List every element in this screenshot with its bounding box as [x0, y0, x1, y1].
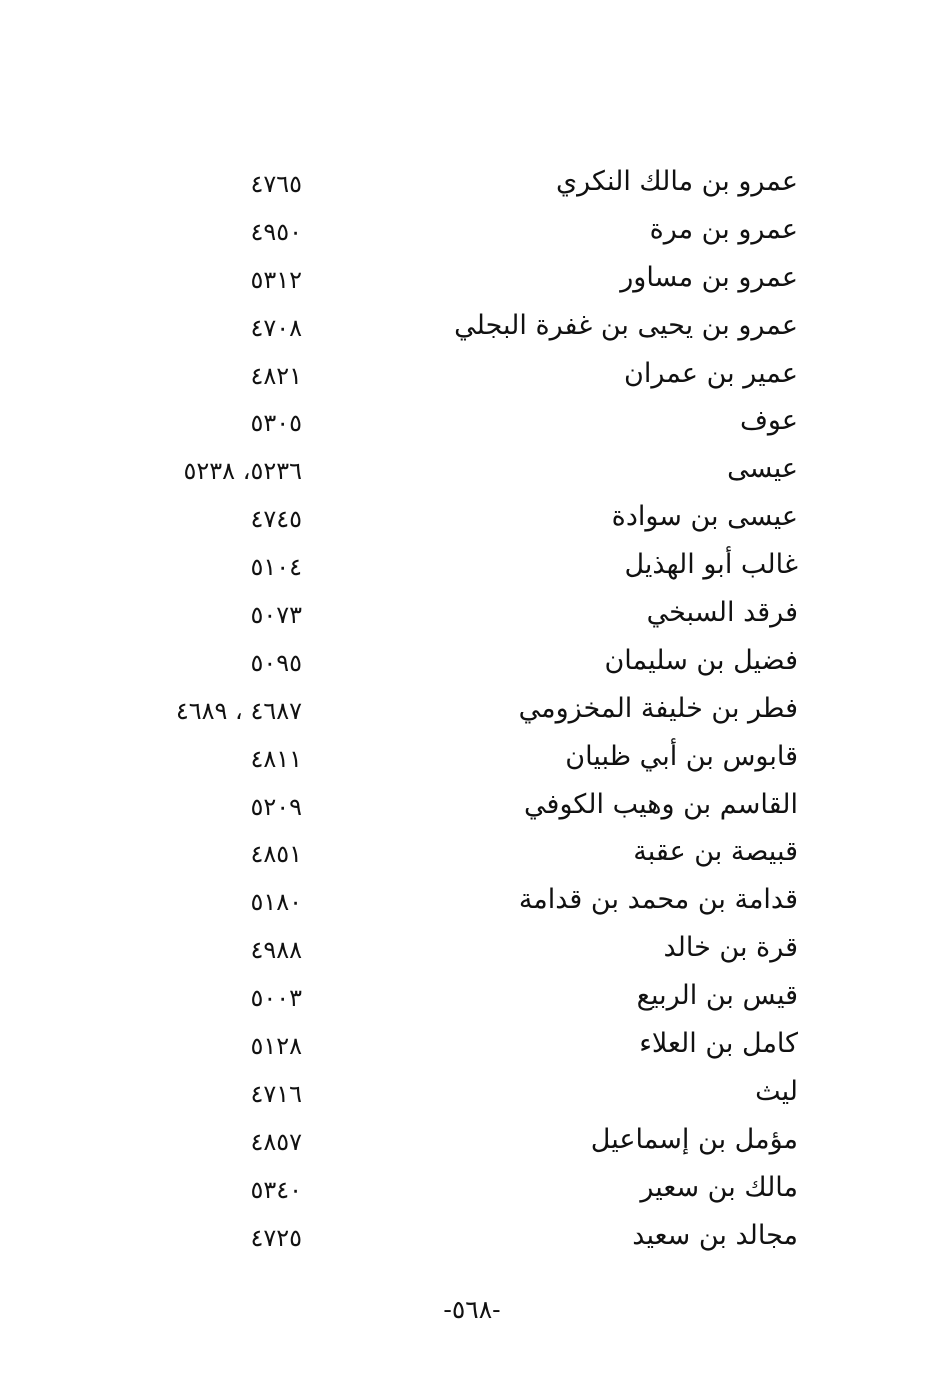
- narrator-name: قرة بن خالد: [663, 932, 798, 964]
- hadith-numbers: ٥٢٣٦، ٥٢٣٨: [183, 457, 302, 486]
- hadith-numbers: ٤٧٤٥: [250, 505, 302, 534]
- narrator-name: عمرو بن مالك النكري: [556, 166, 798, 197]
- index-entry: [100, 493, 820, 541]
- index-entry: [100, 733, 820, 781]
- page-number: -٥٦٨-: [443, 1295, 501, 1324]
- hadith-numbers: ٤٧٢٥: [250, 1223, 302, 1252]
- hadith-numbers: ٤٧٦٥: [250, 170, 302, 198]
- narrator-name: كامل بن العلاء: [639, 1028, 798, 1060]
- narrator-name: قيس بن الربيع: [636, 980, 798, 1012]
- index-entry: [100, 445, 820, 493]
- narrator-name: ليث: [755, 1075, 798, 1107]
- index-entry: [100, 589, 820, 637]
- index-entry: [100, 972, 820, 1020]
- hadith-numbers: ٥٣٤٠: [250, 1175, 302, 1204]
- hadith-numbers: ٤٩٥٠: [250, 217, 302, 246]
- narrator-name: فضيل بن سليمان: [604, 644, 798, 676]
- narrator-name: مؤمل بن إسماعيل: [590, 1123, 798, 1155]
- hadith-numbers: ٥٠٠٣: [250, 984, 302, 1013]
- hadith-numbers: ٥٢٠٩: [250, 792, 302, 821]
- narrator-name: عيسى: [727, 453, 798, 485]
- hadith-numbers: ٥٠٧٣: [250, 601, 302, 630]
- index-entry: [100, 1164, 820, 1212]
- narrators-index-list: [100, 158, 820, 1259]
- index-entry: [100, 541, 820, 589]
- narrator-name: قدامة بن محمد بن قدامة: [518, 884, 798, 916]
- narrator-name: عمرو بن يحيى بن غفرة البجلي: [454, 309, 798, 341]
- index-entry: [100, 158, 820, 206]
- hadith-numbers: ٤٦٨٧ ، ٤٦٨٩: [175, 696, 302, 725]
- index-entry: [100, 781, 820, 829]
- index-entry: [100, 924, 820, 972]
- narrator-name: عمير بن عمران: [624, 357, 798, 389]
- index-entry: [100, 1116, 820, 1164]
- hadith-numbers: ٥٣٠٥: [250, 409, 302, 438]
- hadith-numbers: ٥١٨٠: [250, 888, 302, 917]
- narrator-name: فطر بن خليفة المخزومي: [518, 692, 798, 724]
- hadith-numbers: ٥١٢٨: [250, 1032, 302, 1061]
- hadith-numbers: ٤٩٨٨: [250, 936, 302, 965]
- index-entry: [100, 397, 820, 445]
- narrator-name: فرقد السبخي: [646, 597, 798, 629]
- hadith-numbers: ٤٨١١: [250, 744, 302, 773]
- index-entry: [100, 302, 820, 350]
- index-entry: [100, 876, 820, 924]
- hadith-numbers: ٤٨٢١: [250, 361, 302, 390]
- hadith-numbers: ٥٠٩٥: [250, 648, 302, 677]
- index-entry: [100, 1020, 820, 1068]
- narrator-name: عيسى بن سوادة: [611, 501, 798, 533]
- hadith-numbers: ٤٧٠٨: [250, 313, 302, 342]
- narrator-name: مجالد بن سعيد: [632, 1219, 798, 1251]
- narrator-name: عوف: [739, 405, 798, 437]
- hadith-numbers: ٥١٠٤: [250, 553, 302, 582]
- narrator-name: القاسم بن وهيب الكوفي: [524, 788, 798, 820]
- narrator-name: مالك بن سعير: [640, 1171, 798, 1203]
- hadith-numbers: ٥٣١٢: [250, 265, 302, 294]
- narrator-name: قابوس بن أبي ظبيان: [565, 740, 798, 772]
- narrator-name: قبيصة بن عقبة: [633, 836, 798, 868]
- hadith-numbers: ٤٨٥١: [250, 840, 302, 869]
- hadith-numbers: ٤٧١٦: [250, 1079, 302, 1108]
- index-entry: [100, 828, 820, 876]
- narrator-name: غالب أبو الهذيل: [624, 549, 798, 581]
- index-entry: [100, 1068, 820, 1116]
- index-entry: [100, 685, 820, 733]
- narrator-name: عمرو بن مساور: [620, 261, 798, 293]
- hadith-numbers: ٤٨٥٧: [250, 1127, 302, 1156]
- index-entry: [100, 206, 820, 254]
- index-entry: [100, 637, 820, 685]
- narrator-name: عمرو بن مرة: [649, 213, 798, 245]
- index-entry: [100, 350, 820, 398]
- index-entry: [100, 1212, 820, 1260]
- index-entry: [100, 254, 820, 302]
